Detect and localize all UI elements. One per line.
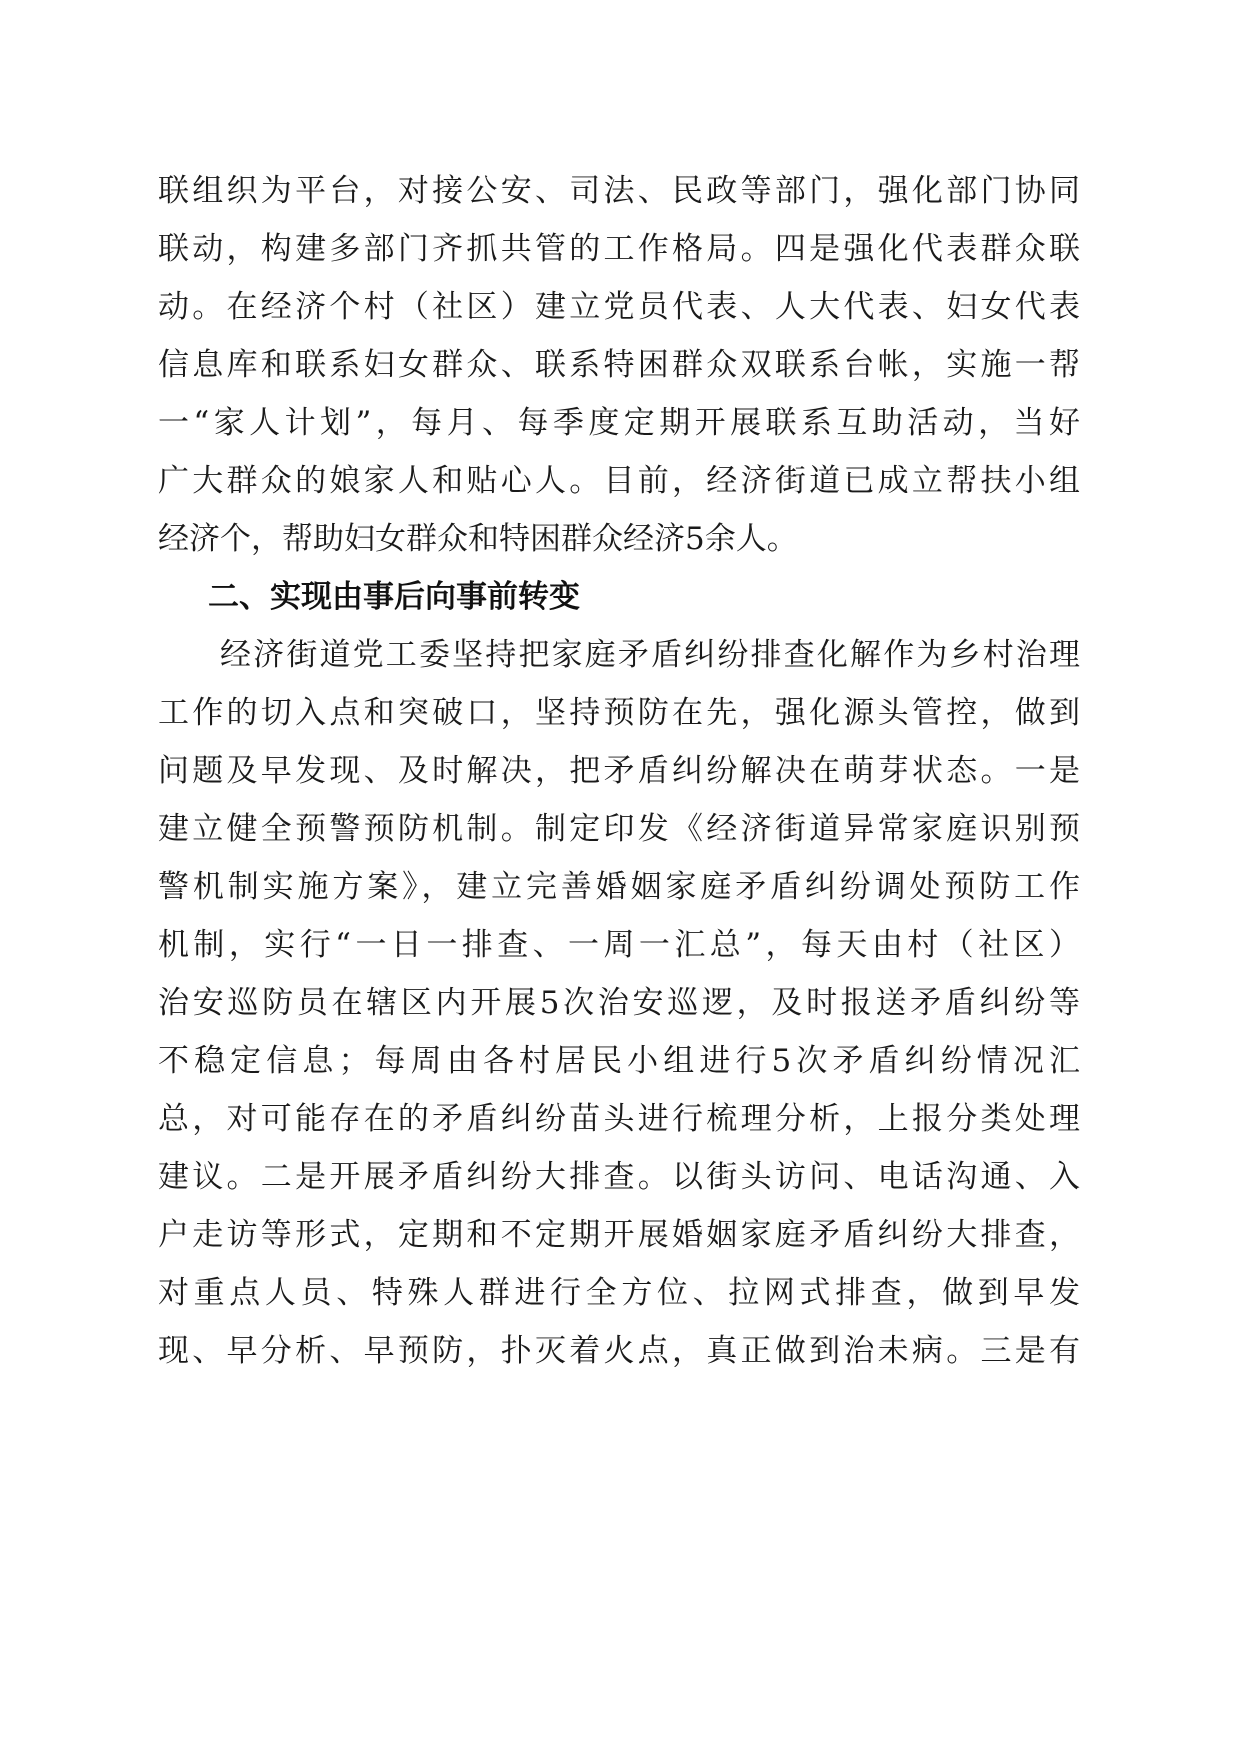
paragraph-line: 经济街道党工委坚持把家庭矛盾纠纷排查化解作为乡村治理 <box>220 637 1080 673</box>
paragraph-line: 总，对可能存在的矛盾纠纷苗头进行梳理分析，上报分类处理 <box>158 1101 1080 1137</box>
paragraph-line: 户走访等形式，定期和不定期开展婚姻家庭矛盾纠纷大排查， <box>158 1217 1080 1253</box>
paragraph-line: 警机制实施方案》，建立完善婚姻家庭矛盾纠纷调处预防工作 <box>158 869 1080 905</box>
paragraph-line: 建议。二是开展矛盾纠纷大排查。以街头访问、电话沟通、入 <box>158 1159 1080 1195</box>
paragraph-line: 动。在经济个村（社区）建立党员代表、人大代表、妇女代表 <box>158 289 1080 325</box>
paragraph-line: 对重点人员、特殊人群进行全方位、拉网式排查，做到早发 <box>158 1275 1080 1311</box>
paragraph-line: 现、早分析、早预防，扑灭着火点，真正做到治未病。三是有 <box>158 1333 1080 1369</box>
paragraph-line: 广大群众的娘家人和贴心人。目前，经济街道已成立帮扶小组 <box>158 463 1080 499</box>
paragraph-line: 经济个，帮助妇女群众和特困群众经济5余人。 <box>158 521 798 557</box>
paragraph-line: 机制，实行“一日一排查、一周一汇总”，每天由村（社区） <box>158 927 1080 963</box>
paragraph-line: 工作的切入点和突破口，坚持预防在先，强化源头管控，做到 <box>158 695 1080 731</box>
section-heading: 二、实现由事后向事前转变 <box>208 579 580 615</box>
paragraph-line: 治安巡防员在辖区内开展5次治安巡逻，及时报送矛盾纠纷等 <box>158 985 1080 1021</box>
paragraph-line: 问题及早发现、及时解决，把矛盾纠纷解决在萌芽状态。一是 <box>158 753 1080 789</box>
paragraph-line: 联组织为平台，对接公安、司法、民政等部门，强化部门协同 <box>158 173 1080 209</box>
paragraph-line: 信息库和联系妇女群众、联系特困群众双联系台帐，实施一帮 <box>158 347 1080 383</box>
paragraph-line: 不稳定信息；每周由各村居民小组进行5次矛盾纠纷情况汇 <box>158 1043 1080 1079</box>
paragraph-line: 联动，构建多部门齐抓共管的工作格局。四是强化代表群众联 <box>158 231 1080 267</box>
paragraph-line: 一“家人计划”，每月、每季度定期开展联系互助活动，当好 <box>158 405 1080 441</box>
paragraph-line: 建立健全预警预防机制。制定印发《经济街道异常家庭识别预 <box>158 811 1080 847</box>
